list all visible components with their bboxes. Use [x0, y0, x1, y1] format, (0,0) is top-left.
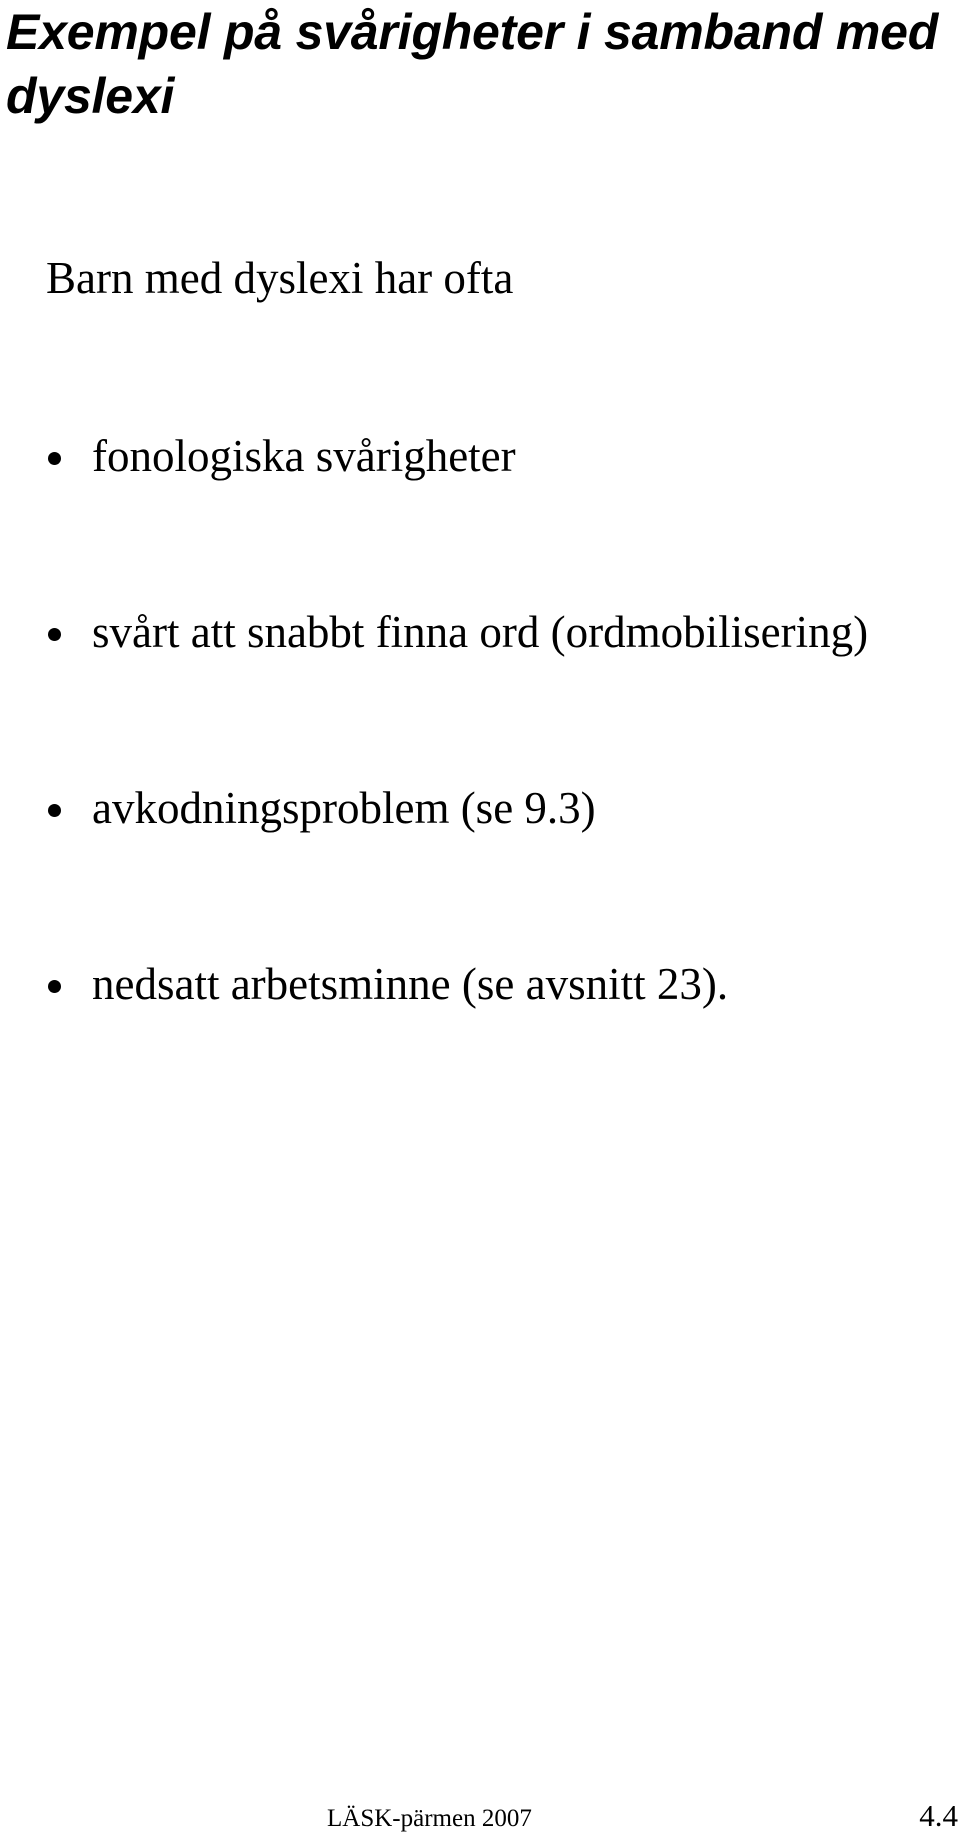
- bullet-text: nedsatt arbetsminne (se avsnitt 23).: [92, 959, 729, 1009]
- page-number: 4.4: [919, 1798, 958, 1833]
- bullet-item: [0, 780, 960, 840]
- bullet-item: [0, 428, 960, 488]
- bullet-dot-icon: [48, 452, 61, 465]
- bullet-text: svårt att snabbt finna ord (ordmobilisering): [92, 607, 869, 657]
- page-title: Exempel på svårigheter i samband med dyslexi: [6, 4, 939, 124]
- intro-text: Barn med dyslexi har ofta: [46, 253, 514, 303]
- bullet-dot-icon: [48, 980, 61, 993]
- footer-source: LÄSK-pärmen 2007: [327, 1805, 532, 1832]
- bullet-dot-icon: [48, 628, 61, 641]
- bullet-text: avkodningsproblem (se 9.3): [92, 783, 596, 833]
- bullet-item: [0, 604, 960, 664]
- bullet-text: fonologiska svårigheter: [92, 431, 516, 481]
- bullet-item: [0, 956, 960, 1016]
- bullet-dot-icon: [48, 804, 61, 817]
